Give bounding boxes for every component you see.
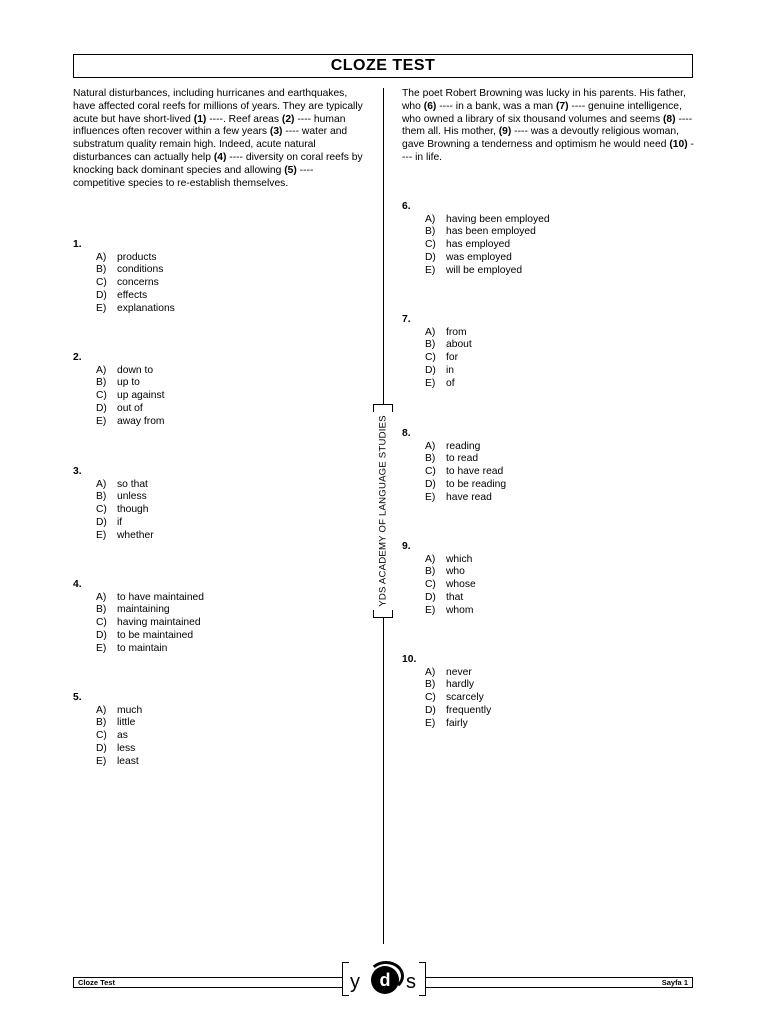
option-text: has been employed bbox=[446, 226, 536, 238]
option-letter: B) bbox=[425, 226, 436, 238]
option-letter: C) bbox=[425, 692, 436, 704]
question-4 bbox=[73, 579, 204, 655]
question-1 bbox=[73, 239, 175, 315]
option-text: as bbox=[117, 730, 128, 742]
passage-text: ---- water and substratum quality remain high. Indeed, acute natural disturbances can actually help bbox=[73, 126, 348, 163]
answer-option[interactable] bbox=[73, 277, 175, 290]
option-text: if bbox=[117, 516, 123, 528]
answer-option[interactable] bbox=[73, 730, 142, 743]
answer-option[interactable] bbox=[402, 479, 506, 492]
option-letter: E) bbox=[425, 604, 436, 616]
answer-option[interactable] bbox=[73, 630, 204, 643]
option-text: reading bbox=[446, 440, 481, 452]
option-text: explanations bbox=[117, 302, 175, 314]
answer-option[interactable] bbox=[73, 264, 175, 277]
answer-option[interactable] bbox=[73, 517, 154, 530]
question-number: 2. bbox=[73, 352, 82, 363]
question-5 bbox=[73, 692, 142, 768]
option-text: to be maintained bbox=[117, 629, 194, 641]
option-text: so that bbox=[117, 478, 148, 490]
option-text: though bbox=[117, 504, 149, 516]
option-letter: B) bbox=[425, 339, 436, 351]
answer-option[interactable] bbox=[402, 492, 506, 505]
option-letter: A) bbox=[425, 440, 436, 452]
question-7 bbox=[402, 314, 472, 390]
answer-option[interactable] bbox=[402, 327, 472, 340]
question-number: 8. bbox=[402, 428, 411, 439]
option-text: to maintain bbox=[117, 642, 168, 654]
answer-option[interactable] bbox=[73, 604, 204, 617]
option-letter: C) bbox=[425, 579, 436, 591]
option-letter: C) bbox=[96, 504, 107, 516]
option-text: will be employed bbox=[446, 264, 523, 276]
blank-number: (1) bbox=[193, 113, 207, 125]
question-number: 5. bbox=[73, 692, 82, 703]
question-number: 9. bbox=[402, 541, 411, 552]
option-text: scarcely bbox=[446, 692, 484, 704]
option-letter: D) bbox=[425, 251, 436, 263]
logo-letter-d: d bbox=[371, 966, 399, 994]
option-text: hardly bbox=[446, 679, 475, 691]
option-text: little bbox=[117, 717, 136, 729]
option-letter: E) bbox=[425, 717, 436, 729]
side-academy-label: YDS ACADEMY OF LANGUAGE STUDIES bbox=[377, 415, 389, 607]
answer-option[interactable] bbox=[402, 352, 472, 365]
option-letter: B) bbox=[425, 453, 436, 465]
question-10 bbox=[402, 654, 491, 730]
answer-option[interactable] bbox=[402, 239, 550, 252]
passage-text: ---- them all. His mother, bbox=[402, 113, 693, 138]
side-bracket-bottom bbox=[373, 610, 393, 618]
passage-text: ----. Reef areas bbox=[206, 113, 282, 125]
answer-option[interactable] bbox=[73, 530, 154, 543]
answer-option[interactable] bbox=[73, 252, 175, 265]
option-letter: D) bbox=[96, 742, 107, 754]
passage-browning bbox=[402, 88, 694, 165]
option-letter: C) bbox=[425, 352, 436, 364]
option-letter: A) bbox=[96, 251, 107, 263]
passage-text: ---- human influences often recover within a few years bbox=[73, 113, 346, 138]
side-label-box bbox=[374, 412, 392, 610]
yds-logo bbox=[342, 960, 426, 1000]
blank-number: (2) bbox=[281, 113, 295, 125]
blank-number: (6) bbox=[423, 100, 437, 112]
option-letter: D) bbox=[425, 478, 436, 490]
answer-option[interactable] bbox=[73, 643, 204, 656]
answer-option[interactable] bbox=[73, 377, 165, 390]
answer-option[interactable] bbox=[402, 252, 550, 265]
answer-option[interactable] bbox=[73, 303, 175, 316]
answer-option[interactable] bbox=[402, 679, 491, 692]
option-text: in bbox=[446, 364, 455, 376]
option-letter: B) bbox=[96, 377, 107, 389]
option-letter: C) bbox=[96, 730, 107, 742]
option-text: have read bbox=[446, 491, 492, 503]
option-text: which bbox=[446, 553, 473, 565]
option-text: to be reading bbox=[446, 478, 507, 490]
option-text: much bbox=[117, 704, 143, 716]
answer-option[interactable] bbox=[73, 403, 165, 416]
passage-text: ---- in a bank, was a man bbox=[436, 100, 556, 112]
blank-number: (9) bbox=[498, 126, 512, 138]
question-3 bbox=[73, 466, 154, 542]
blank-number: (4) bbox=[213, 151, 227, 163]
option-text: has employed bbox=[446, 239, 511, 251]
option-letter: E) bbox=[96, 302, 107, 314]
option-letter: E) bbox=[425, 264, 436, 276]
answer-option[interactable] bbox=[402, 441, 506, 454]
option-letter: E) bbox=[96, 415, 107, 427]
option-letter: C) bbox=[425, 466, 436, 478]
option-text: out of bbox=[117, 402, 143, 414]
option-letter: A) bbox=[425, 213, 436, 225]
option-text: to have read bbox=[446, 466, 504, 478]
answer-option[interactable] bbox=[73, 504, 154, 517]
option-letter: C) bbox=[96, 617, 107, 629]
answer-option[interactable] bbox=[402, 226, 550, 239]
option-text: fairly bbox=[446, 717, 468, 729]
option-text: whether bbox=[117, 529, 154, 541]
answer-option[interactable] bbox=[402, 453, 506, 466]
answer-option[interactable] bbox=[402, 339, 472, 352]
answer-option[interactable] bbox=[402, 705, 491, 718]
logo-bracket-right bbox=[419, 962, 426, 996]
option-text: frequently bbox=[446, 704, 492, 716]
option-text: conditions bbox=[117, 264, 164, 276]
footer-page-number: Sayfa 1 bbox=[661, 978, 688, 987]
answer-option[interactable] bbox=[73, 743, 142, 756]
option-letter: E) bbox=[96, 642, 107, 654]
answer-option[interactable] bbox=[73, 365, 165, 378]
passage-text: ---- genuine intelligence, who owned a library of six thousand volumes and seems bbox=[402, 100, 682, 125]
option-letter: D) bbox=[96, 402, 107, 414]
question-6 bbox=[402, 201, 550, 277]
blank-number: (10) bbox=[669, 139, 688, 151]
option-text: from bbox=[446, 326, 467, 338]
option-letter: C) bbox=[96, 390, 107, 402]
answer-option[interactable] bbox=[73, 717, 142, 730]
answer-option[interactable] bbox=[402, 466, 506, 479]
option-text: down to bbox=[117, 364, 154, 376]
answer-option[interactable] bbox=[73, 617, 204, 630]
answer-option[interactable] bbox=[73, 479, 154, 492]
option-letter: A) bbox=[96, 704, 107, 716]
option-letter: E) bbox=[96, 529, 107, 541]
option-text: to have maintained bbox=[117, 591, 205, 603]
option-letter: D) bbox=[96, 289, 107, 301]
option-letter: A) bbox=[96, 591, 107, 603]
answer-option[interactable] bbox=[402, 554, 476, 567]
blank-number: (5) bbox=[284, 164, 297, 176]
option-letter: E) bbox=[96, 755, 107, 767]
option-letter: A) bbox=[96, 478, 107, 490]
option-letter: E) bbox=[425, 491, 436, 503]
answer-option[interactable] bbox=[402, 214, 550, 227]
option-text: products bbox=[117, 251, 157, 263]
answer-option[interactable] bbox=[402, 566, 476, 579]
option-letter: D) bbox=[425, 591, 436, 603]
option-letter: B) bbox=[96, 264, 107, 276]
option-text: up against bbox=[117, 390, 165, 402]
question-2 bbox=[73, 352, 165, 428]
page-title: CLOZE TEST bbox=[73, 54, 693, 78]
answer-option[interactable] bbox=[402, 667, 491, 680]
logo-letter-s: s bbox=[406, 971, 416, 993]
option-text: who bbox=[446, 566, 465, 578]
option-text: maintaining bbox=[117, 604, 170, 616]
passage-text: The poet Robert Browning was lucky in his parents. His father, who bbox=[402, 88, 686, 112]
answer-option[interactable] bbox=[402, 365, 472, 378]
option-letter: A) bbox=[425, 666, 436, 678]
option-letter: B) bbox=[96, 717, 107, 729]
passage-text: Natural disturbances, including hurricanes and earthquakes, have affected coral reefs for millions of years. They are typically acute but have short-lived bbox=[73, 88, 363, 125]
option-letter: D) bbox=[96, 629, 107, 641]
question-9 bbox=[402, 541, 476, 617]
option-letter: D) bbox=[425, 704, 436, 716]
option-text: whom bbox=[446, 604, 474, 616]
side-bracket-top bbox=[373, 404, 393, 412]
answer-option[interactable] bbox=[402, 718, 491, 731]
answer-option[interactable] bbox=[73, 705, 142, 718]
answer-option[interactable] bbox=[73, 592, 204, 605]
option-text: to read bbox=[446, 453, 479, 465]
option-letter: A) bbox=[425, 326, 436, 338]
question-number: 1. bbox=[73, 239, 82, 250]
passage-text: ---- was a devoutly religious woman, gave Browning a tenderness and optimism he would need bbox=[402, 126, 679, 151]
question-number: 4. bbox=[73, 579, 82, 590]
question-number: 3. bbox=[73, 466, 82, 477]
option-text: having been employed bbox=[446, 213, 550, 225]
option-text: having maintained bbox=[117, 617, 201, 629]
answer-option[interactable] bbox=[402, 579, 476, 592]
option-text: least bbox=[117, 755, 139, 767]
option-text: that bbox=[446, 591, 464, 603]
option-text: was employed bbox=[446, 251, 512, 263]
blank-number: (8) bbox=[663, 113, 676, 125]
answer-option[interactable] bbox=[402, 265, 550, 278]
answer-option[interactable] bbox=[73, 390, 165, 403]
passage-text: ---- diversity on coral reefs by knocking back dominant species and allowing bbox=[73, 151, 363, 176]
question-8 bbox=[402, 428, 506, 504]
option-letter: B) bbox=[425, 566, 436, 578]
option-letter: C) bbox=[425, 239, 436, 251]
option-text: away from bbox=[117, 415, 165, 427]
question-number: 10. bbox=[402, 654, 417, 665]
option-text: whose bbox=[446, 579, 476, 591]
option-letter: A) bbox=[96, 364, 107, 376]
blank-number: (3) bbox=[269, 126, 283, 138]
option-text: concerns bbox=[117, 277, 159, 289]
option-letter: B) bbox=[425, 679, 436, 691]
logo-letter-y: y bbox=[350, 971, 360, 993]
answer-option[interactable] bbox=[402, 692, 491, 705]
option-text: never bbox=[446, 666, 472, 678]
option-letter: E) bbox=[425, 377, 436, 389]
option-text: about bbox=[446, 339, 472, 351]
question-number: 7. bbox=[402, 314, 411, 325]
option-text: unless bbox=[117, 491, 147, 503]
option-letter: B) bbox=[96, 491, 107, 503]
option-letter: B) bbox=[96, 604, 107, 616]
option-letter: D) bbox=[425, 364, 436, 376]
logo-bracket-left bbox=[342, 962, 349, 996]
option-text: of bbox=[446, 377, 455, 389]
answer-option[interactable] bbox=[73, 756, 142, 769]
answer-option[interactable] bbox=[402, 378, 472, 391]
answer-option[interactable] bbox=[73, 290, 175, 303]
passage-text: ---- competitive species to re-establish themselves. bbox=[73, 164, 314, 189]
blank-number: (7) bbox=[555, 100, 569, 112]
question-number: 6. bbox=[402, 201, 411, 212]
option-text: up to bbox=[117, 377, 140, 389]
footer-title: Cloze Test bbox=[78, 978, 115, 987]
option-letter: C) bbox=[96, 277, 107, 289]
answer-option[interactable] bbox=[73, 491, 154, 504]
option-text: less bbox=[117, 742, 136, 754]
passage-text: ---- in life. bbox=[402, 139, 694, 163]
option-letter: D) bbox=[96, 516, 107, 528]
passage-coral-reefs bbox=[73, 88, 365, 190]
option-letter: A) bbox=[425, 553, 436, 565]
option-text: effects bbox=[117, 289, 148, 301]
answer-option[interactable] bbox=[402, 605, 476, 618]
option-text: for bbox=[446, 352, 459, 364]
answer-option[interactable] bbox=[73, 416, 165, 429]
answer-option[interactable] bbox=[402, 592, 476, 605]
